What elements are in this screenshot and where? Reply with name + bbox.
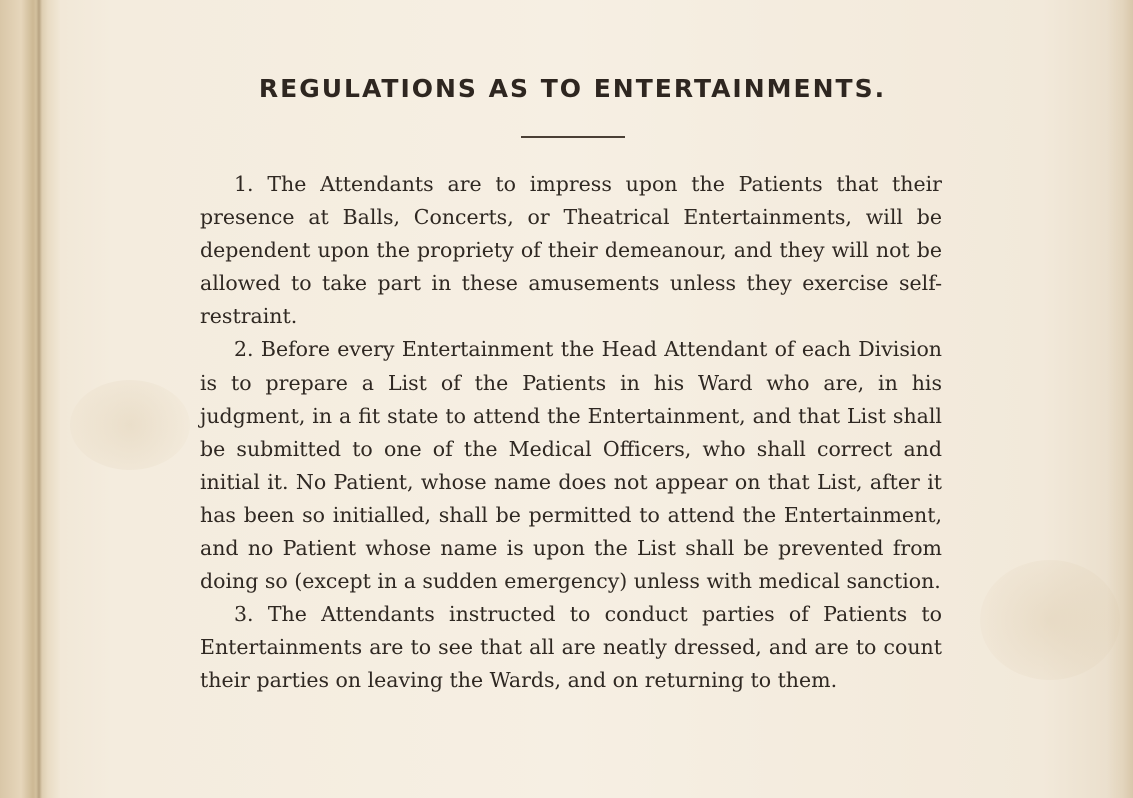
regulation-number: 3. xyxy=(234,602,254,627)
regulation-paragraph-2 xyxy=(200,333,942,598)
regulation-text: The Attendants are to impress upon the Patients that their presence at Balls, Concerts, or Theatrical Entertainments, will be dependent upon the propriety of their demeanour, and they will not be allowed to take part in these amusements unless they exercise self-restraint. xyxy=(200,172,942,329)
regulation-text: Before every Entertainment the Head Attendant of each Division is to prepare a List of the Patients in his Ward who are, in his judgment, in a fit state to attend the Entertainment, and that List shall be submitted to one of the Medical Officers, who shall correct and initial it. No Patient, whose name does not appear on that List, after it has been so initialled, shall be permitted to attend the Entertainment, and no Patient whose name is upon the List shall be prevented from doing so (except in a sudden emergency) unless with medical sanction. xyxy=(200,337,942,594)
regulation-text: The Attendants instructed to conduct parties of Patients to Entertainments are to see that all are neatly dressed, and are to count their parties on leaving the Wards, and on returning to them. xyxy=(200,602,942,693)
regulation-paragraph-3 xyxy=(200,598,942,697)
page-title-text: REGULATIONS AS TO ENTERTAINMENTS. xyxy=(258,74,887,103)
regulation-paragraph-1 xyxy=(200,168,942,333)
page-title xyxy=(0,74,1133,103)
regulation-number: 2. xyxy=(234,337,254,362)
title-rule xyxy=(521,136,625,138)
regulations-body xyxy=(200,168,942,698)
regulation-number: 1. xyxy=(234,172,254,196)
